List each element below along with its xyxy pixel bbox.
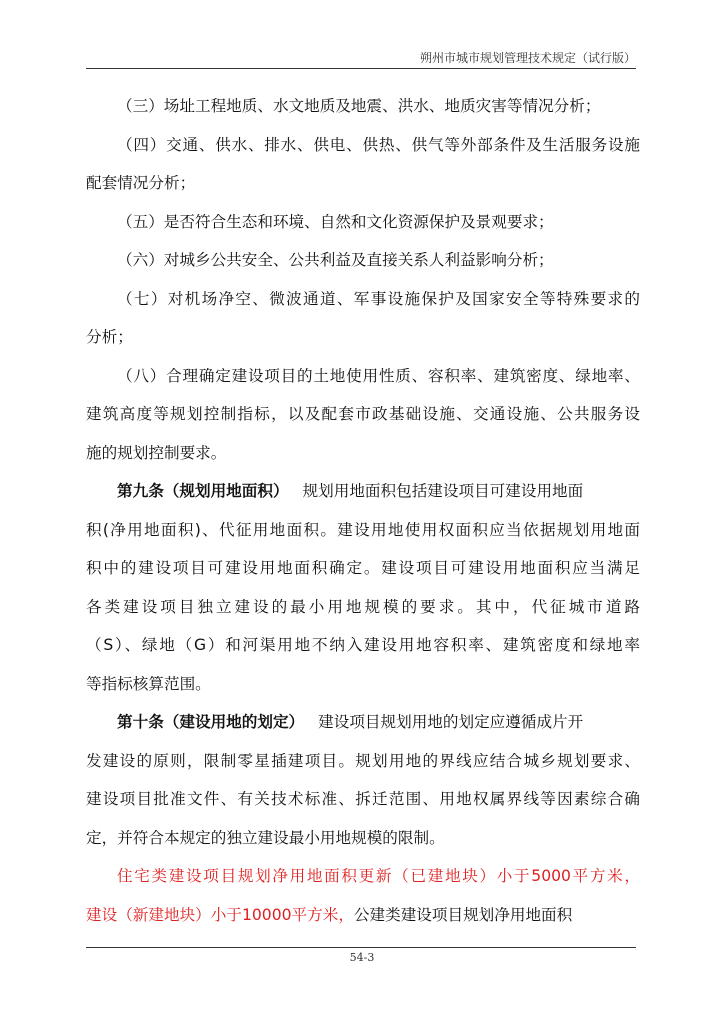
text-span: 建设项目规划用地的划定应遵循成片开 (318, 713, 584, 731)
text-line: 建设项目批准文件、有关技术标准、拆迁范围、用地权属界线等因素综合确 (86, 790, 640, 808)
text-line: 分析； (86, 328, 133, 346)
document-body (86, 92, 640, 939)
article-9-first-line (86, 477, 640, 516)
text-line: 积(净用地面积)、代征用地面积。建设用地使用权面积应当依据规划用地面 (86, 520, 640, 539)
article-9-title: 第九条（规划用地面积） (117, 482, 289, 500)
highlighted-line: 住宅类建设项目规划净用地面积更新（已建地块）小于5000平方米， (117, 867, 640, 885)
text-line: 施的规划控制要求。 (86, 443, 227, 462)
highlighted-text: 建设（新建地块）小于10000平方米， (86, 905, 354, 924)
text-line: 配套情况分析； (86, 174, 196, 192)
text-line: （八）合理确定建设项目的土地使用性质、容积率、建筑密度、绿地率、 (117, 366, 640, 385)
text-line: 各类建设项目独立建设的最小用地规模的要求。其中，代征城市道路 (86, 597, 640, 616)
text-line: 积中的建设项目可建设用地面积确定。建设项目可建设用地面积应当满足 (86, 559, 640, 577)
text-line: 发建设的原则，限制零星插建项目。规划用地的界线应结合城乡规划要求、 (86, 751, 640, 770)
article-10-title: 第十条（建设用地的划定） (117, 713, 305, 731)
text-line: 等指标核算范围。 (86, 674, 211, 693)
mixed-color-line (86, 901, 640, 940)
document-title: 朔州市城市规划管理技术规定（试行版） (419, 51, 636, 65)
text-line: （S）、绿地（G）和河渠用地不纳入建设用地容积率、建筑密度和绿地率 (86, 636, 640, 654)
page-number: 54-3 (349, 951, 375, 964)
text-line: （六）对城乡公共安全、公共利益及直接关系人利益影响分析； (117, 251, 554, 269)
text-span: 规划用地面积包括建设项目可建设用地面 (302, 482, 584, 500)
text-line: （四）交通、供水、排水、供电、供热、供气等外部条件及生活服务设施 (117, 135, 640, 154)
text-line: （五）是否符合生态和环境、自然和文化资源保护及景观要求； (117, 212, 554, 231)
text-line: （三）场址工程地质、水文地质及地震、洪水、地质灾害等情况分析； (117, 97, 601, 115)
footer-divider (86, 947, 636, 948)
article-10-first-line (86, 708, 640, 747)
page-header (86, 48, 636, 69)
text-line: 建筑高度等规划控制指标，以及配套市政基础设施、交通设施、公共服务设 (86, 405, 640, 423)
text-line: （七）对机场净空、微波通道、军事设施保护及国家安全等特殊要求的 (117, 289, 640, 308)
text-line: 定，并符合本规定的独立建设最小用地规模的限制。 (86, 828, 445, 847)
text-span: 公建类建设项目规划净用地面积 (353, 905, 573, 924)
